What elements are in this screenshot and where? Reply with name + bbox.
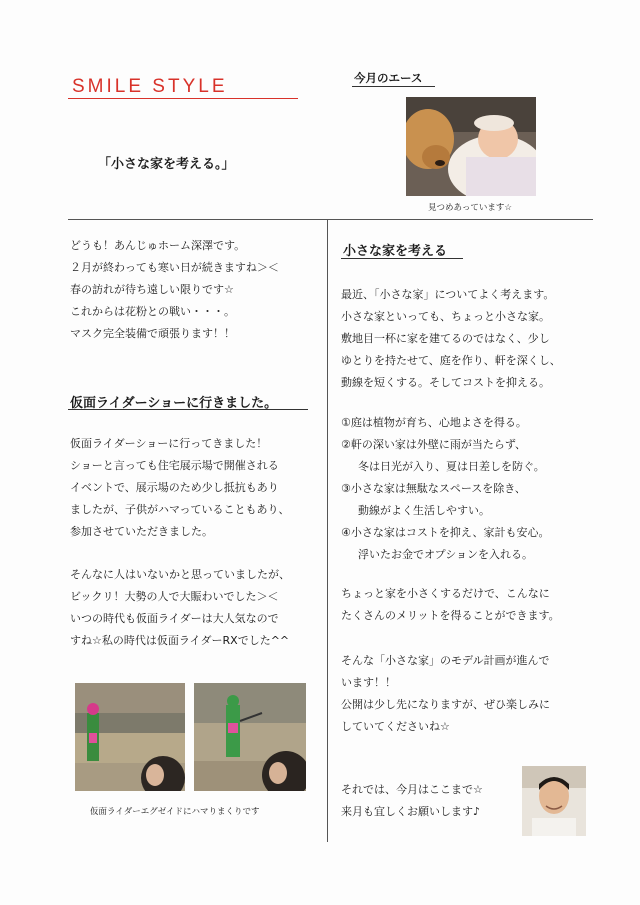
text-line: していてくださいね☆: [341, 720, 450, 733]
text-line: ちょっと家を小さくするだけで、こんなに: [341, 587, 550, 600]
text-line: 来月も宜しくお願いします♪: [341, 805, 481, 818]
text-line: ましたが、子供がハマっていることもあり、: [70, 503, 290, 516]
text-line: たくさんのメリットを得ることができます。: [341, 609, 560, 622]
text-line: います！！: [341, 676, 396, 689]
title-underline: [68, 98, 298, 99]
text-line: ビックリ！大勢の人で大賑わいでした＞＜: [70, 590, 279, 603]
rider-show-paragraph-1: [70, 433, 290, 543]
ace-photo: [406, 97, 536, 196]
ace-label-underline: [352, 86, 435, 87]
text-line: 参加させていただきました。: [70, 525, 213, 538]
column-divider: [327, 219, 328, 842]
rider-photos-caption: 仮面ライダーエグゼイドにハマりまくりです: [90, 807, 260, 817]
text-line: いつの時代も仮面ライダーは大人気なので: [70, 612, 279, 625]
newsletter-subtitle: 「小さな家を考える。」: [98, 157, 235, 172]
rider-show-photo-1: [75, 683, 185, 791]
list-item: ①庭は植物が育ち、心地よさを得る。: [341, 416, 527, 429]
section-heading-underline: [68, 409, 308, 410]
small-house-benefits-list: [341, 412, 550, 566]
list-item: ④小さな家はコストを抑え、家計も安心。: [341, 526, 550, 539]
small-house-paragraph-1: [341, 284, 561, 394]
section-heading-rider-show: 仮面ライダーショーに行きました。: [70, 396, 278, 411]
text-line: 動線を短くする。そしてコストを抑える。: [341, 376, 550, 389]
text-line: ショーと言っても住宅展示場で開催される: [70, 459, 279, 472]
list-item-continuation: 冬は日光が入り、夏は日差しを防ぐ。: [358, 460, 545, 473]
small-house-paragraph-2: [341, 583, 560, 627]
list-item-continuation: 浮いたお金でオプションを入れる。: [358, 548, 534, 561]
newsletter-title: SMILE STYLE: [72, 76, 228, 97]
text-line: それでは、今月はここまで☆: [341, 783, 483, 796]
list-item: ③小さな家は無駄なスペースを除き、: [341, 482, 526, 495]
text-line: そんなに人はいないかと思っていましたが、: [70, 568, 290, 581]
text-line: 最近、「小さな家」についてよく考えます。: [341, 288, 555, 301]
text-line: そんな「小さな家」のモデル計画が進んで: [341, 654, 550, 667]
intro-paragraph: [70, 235, 279, 345]
text-line: ２月が終わっても寒い日が続きますね＞＜: [70, 261, 279, 274]
text-line: 仮面ライダーショーに行ってきました！: [70, 437, 268, 450]
text-line: マスク完全装備で頑張ります！！: [70, 327, 235, 340]
closing-message: [341, 779, 483, 823]
ace-photo-caption: 見つめあっています☆: [428, 203, 513, 213]
text-line: 春の訪れが待ち遠しい限りです☆: [70, 283, 234, 296]
text-line: 敷地目一杯に家を建てるのではなく、少し: [341, 332, 550, 345]
author-portrait: [522, 766, 586, 836]
section-heading-underline: [341, 258, 463, 259]
rider-show-paragraph-2: [70, 564, 290, 652]
section-heading-small-house: 小さな家を考える: [343, 244, 448, 259]
text-line: すね☆私の時代は仮面ライダーRXでした^^: [70, 634, 290, 647]
text-line: ゆとりを持たせて、庭を作り、軒を深くし、: [341, 354, 561, 367]
list-item: ②軒の深い家は外壁に雨が当たらず、: [341, 438, 526, 451]
text-line: イベントで、展示場のため少し抵抗もあり: [70, 481, 279, 494]
list-item-continuation: 動線がよく生活しやすい。: [358, 504, 490, 517]
horizontal-divider: [68, 219, 593, 220]
text-line: これからは花粉との戦い・・・。: [70, 305, 235, 318]
small-house-paragraph-3: [341, 650, 550, 738]
text-line: どうも！あんじゅホーム深澤です。: [70, 239, 246, 252]
text-line: 小さな家といっても、ちょっと小さな家。: [341, 310, 550, 323]
rider-show-photo-2: [194, 683, 306, 791]
text-line: 公開は少し先になりますが、ぜひ楽しみに: [341, 698, 550, 711]
ace-label: 今月のエース: [354, 71, 423, 85]
